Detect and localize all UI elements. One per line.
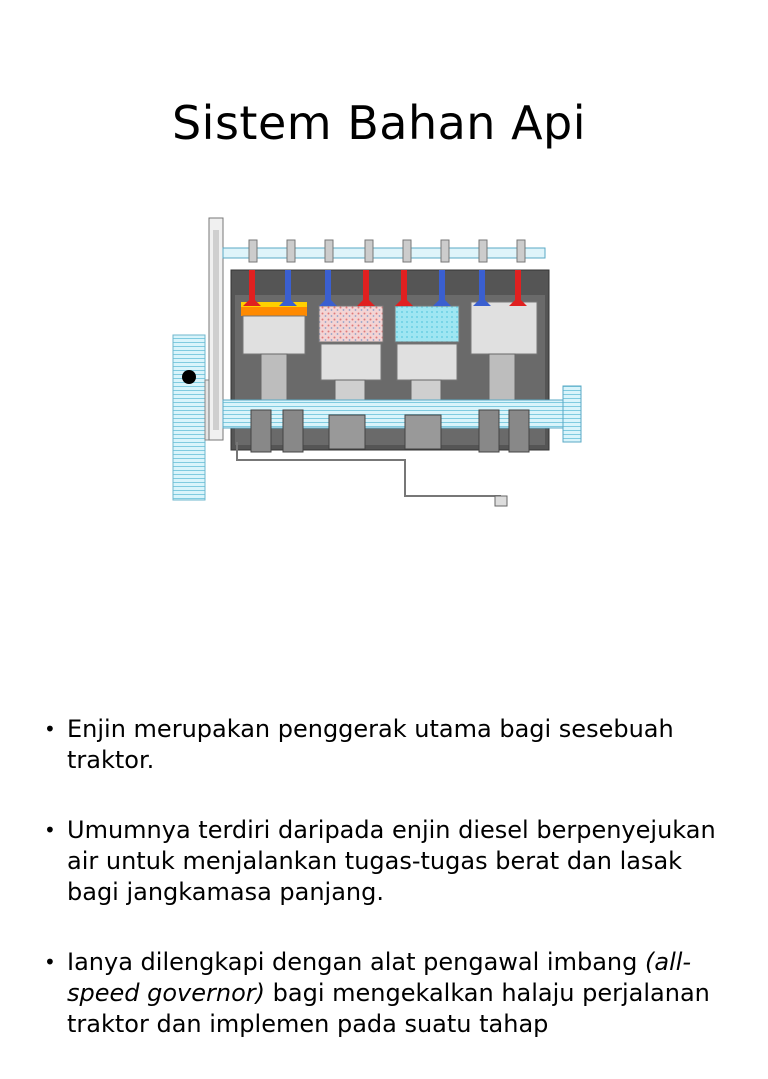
bullet-list	[40, 714, 740, 1079]
bullet-dot-icon: •	[44, 818, 56, 842]
bullet-text: Umumnya terdiri daripada enjin diesel berpenyejukan air untuk menjalankan tugas-tugas berat dan lasak bagi jangkamasa panjang.	[67, 816, 716, 906]
bullet-text: Enjin merupakan penggerak utama bagi sesebuah traktor.	[67, 715, 674, 774]
bullet-text-after: bagi mengekalkan halaju perjalanan traktor dan implemen pada suatu tahap	[67, 979, 710, 1038]
bullet-dot-icon: •	[44, 717, 56, 741]
bullet-item	[40, 714, 740, 776]
bullet-item	[40, 947, 740, 1040]
bullet-text-before: Ianya dilengkapi dengan alat pengawal imbang	[67, 948, 645, 976]
engine-cutaway-diagram	[165, 210, 595, 515]
slide-title: Sistem Bahan Api	[171, 96, 587, 150]
bullet-dot-icon: •	[44, 950, 56, 974]
bullet-text-italic: (all-speed governor)	[67, 948, 692, 1007]
bullet-item	[40, 815, 740, 908]
